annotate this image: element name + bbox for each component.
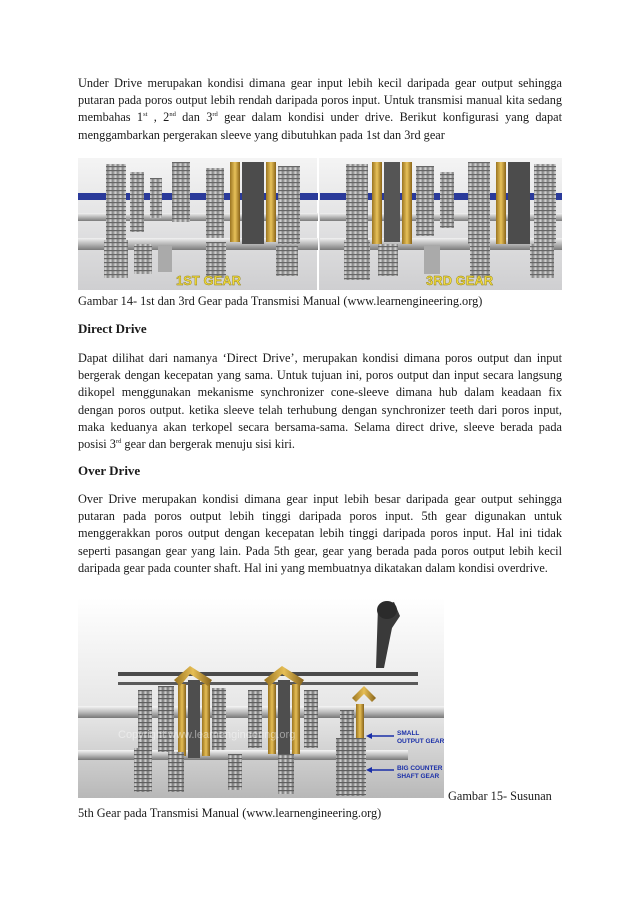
figure-15-caption-part1: Gambar 15- Susunan <box>448 789 552 803</box>
over-drive-paragraph: Over Drive merupakan kondisi dimana gear input lebih besar daripada gear output sehingga putaran pada poros output lebih tinggi daripada poros input. 5th gear digunakan untuk menggerakkan poros output dengan kecepatan lebih tinggi daripada poros input. Hal ini tidak seperti pasangan gear yang lain. Pada 5th gear, gear yang berada pada poros output lebih kecil daripada gear pada counter shaft. Hal ini yang membuatnya dikatakan dalam kondisi overdrive. <box>78 492 562 575</box>
sup-rd-direct: rd <box>115 438 122 446</box>
figure-15-image <box>78 598 444 798</box>
third-gear-label: 3RD GEAR <box>426 273 494 288</box>
figure-14-image <box>78 158 562 290</box>
big-counter-shaft-gear-label-1: BIG COUNTER <box>397 765 443 772</box>
direct-drive-text-post: gear dan bergerak menuju sisi kiri. <box>121 437 295 452</box>
sup-rd: rd <box>212 111 218 119</box>
direct-drive-text-pre: Dapat dilihat dari namanya ‘Direct Drive’, merupakan kondisi dimana poros output dan input bergerak dengan kecepatan yang sama. Untuk tujuan ini, poros output dan input secara langsung dikopel menggunakan mekanisme synchronizer cone-sleeve dimana hub dalam keadaan fix dengan poros output. ketika sleeve telah terhubung dengan synchronizer teeth dari poros input, maka keduanya akan terkopel secara bersama-sama. Selama direct drive, sleeve berada pada posisi 3 <box>78 351 562 452</box>
figure-15-caption-part2: 5th Gear pada Transmisi Manual (www.learnengineering.org) <box>78 806 382 820</box>
underdrive-text-mid2: dan 3 <box>175 110 213 125</box>
underdrive-text-pre: Under Drive merupakan kondisi dimana gear input lebih kecil daripada gear output sehingga putaran pada poros output lebih rendah daripada poros input. Untuk transmisi manual kita sedang membahas 1 <box>78 76 562 125</box>
small-output-gear-label-1: SMALL <box>397 730 420 737</box>
watermark: Copyright www.learnengineering.org <box>118 729 296 741</box>
underdrive-text-post: gear dalam kondisi under drive. Berikut konfigurasi yang dapat menggambarkan pergerakan sleeve yang dibutuhkan pada 1st dan 3rd gear <box>78 110 562 142</box>
direct-drive-heading: Direct Drive <box>78 321 147 336</box>
sup-nd: nd <box>169 111 176 119</box>
big-counter-shaft-gear-label-2: SHAFT GEAR <box>397 773 440 780</box>
direct-drive-paragraph <box>78 350 562 453</box>
underdrive-paragraph <box>78 75 562 144</box>
first-gear-label: 1ST GEAR <box>176 273 242 288</box>
sup-st: st <box>143 111 148 119</box>
figure-14-caption: Gambar 14- 1st dan 3rd Gear pada Transmisi Manual (www.learnengineering.org) <box>78 294 483 308</box>
over-drive-heading: Over Drive <box>78 463 141 478</box>
underdrive-text-mid1: , 2 <box>147 110 170 125</box>
small-output-gear-label-2: OUTPUT GEAR <box>397 738 444 745</box>
